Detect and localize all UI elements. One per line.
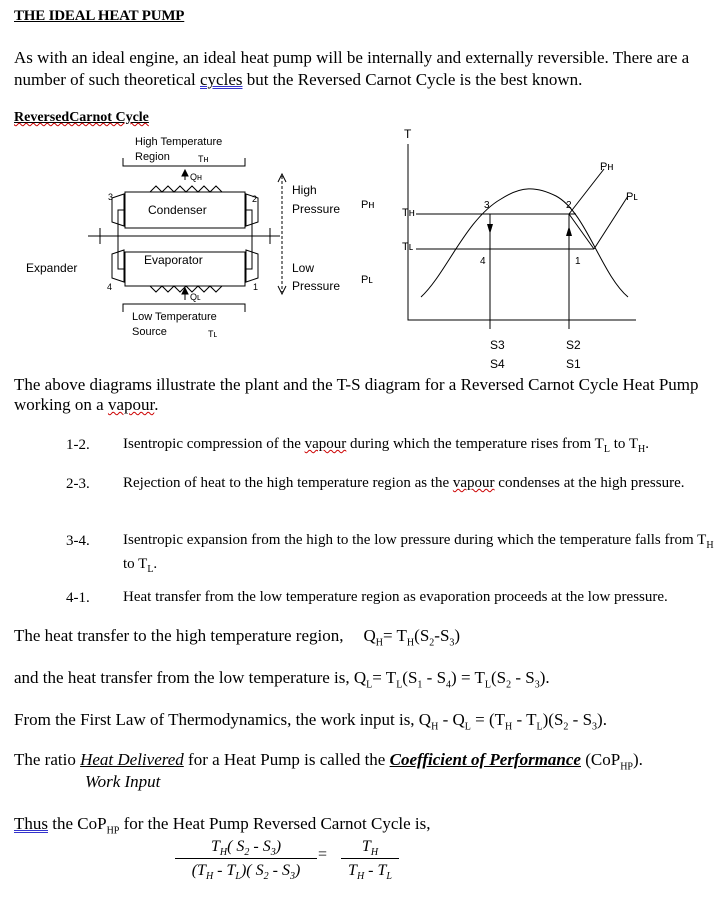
eq3-sub-a: H [431, 721, 439, 733]
ts-tl-label: Tʟ [402, 241, 414, 253]
step-4-text: Heat transfer from the low temperature region as evaporation proceeds at the low pressure. [123, 589, 668, 605]
cop-numerator-1 [175, 838, 317, 859]
expander-label: Expander [26, 261, 78, 275]
cop-denominator-2 [341, 862, 399, 882]
eq1-text: The heat transfer to the high temperature region, [14, 626, 344, 645]
step-text [123, 531, 718, 579]
step-1-text-a: Isentropic compression of the [123, 436, 305, 452]
caption-end: . [154, 395, 159, 414]
high-pressure-label: Pressure [292, 202, 341, 216]
high-label: High [292, 183, 317, 197]
step-2-text-a: Rejection of heat to the high temperature region as the [123, 475, 453, 491]
final-sub: HP [106, 825, 120, 837]
ql-label: Qʟ [190, 292, 201, 302]
d1-sub: H [205, 871, 214, 883]
thus-word: Thus [14, 814, 48, 833]
point-4-label: 4 [107, 282, 113, 292]
ratio-sub: HP [620, 761, 633, 773]
qh-label: Qʜ [190, 172, 202, 182]
step-2-vapour: vapour [452, 475, 495, 491]
work-input-term: Work Input [85, 772, 161, 791]
ts-point-1: 1 [575, 256, 581, 267]
ts-point-3: 3 [484, 200, 490, 211]
s3-arrow [487, 224, 493, 234]
eq1-b: = T [383, 626, 407, 645]
s2-arrow [566, 226, 572, 236]
low-temperature-label: Low Temperature [132, 311, 217, 323]
compression-line [569, 214, 594, 249]
eq1-c: (S [414, 626, 430, 645]
eq2-sub-a: L [366, 679, 373, 691]
d1-b: - T [213, 862, 236, 879]
eq1-sub-b: H [406, 637, 415, 649]
cycles-word: cycles [200, 70, 243, 89]
heat-low-equation [14, 668, 550, 695]
eq3-d: - T [512, 710, 537, 729]
page-title: THE IDEAL HEAT PUMP [14, 8, 185, 24]
ratio-a: The ratio [14, 750, 81, 769]
step-number: 4-1. [66, 590, 90, 606]
subheading-text: ReversedCarnot Cycle [14, 110, 149, 125]
d2-sub2: L [386, 871, 392, 883]
condenser-coil [150, 186, 222, 192]
step-1-mid: to T [609, 436, 639, 452]
ratio-d: ). [633, 750, 643, 769]
eq3-e: )(S [542, 710, 564, 729]
n2: T [361, 838, 371, 855]
d1-sub4: 3 [289, 871, 295, 883]
eq2-f: (S [490, 668, 507, 687]
n1-sub2: 2 [244, 847, 250, 859]
eq3-f: - S [568, 710, 593, 729]
eq2-text: and the heat transfer from the low temperature is, Q [14, 668, 367, 687]
eq1-d: -S [434, 626, 450, 645]
ts-point-4: 4 [480, 256, 486, 267]
d1-e: ) [294, 862, 301, 879]
eq1-q: Q [363, 626, 376, 645]
eq2-d: - S [422, 668, 447, 687]
step-3-text-a: Isentropic expansion from the high to the low pressure during which the temperature falls from T [123, 532, 707, 548]
high-temperature-label: High Temperature [135, 136, 223, 148]
n1-a: T [210, 838, 220, 855]
ts-pl-label: Pʟ [626, 191, 638, 203]
t-axis-label: T [404, 127, 412, 141]
intro-text: As with an ideal engine, an ideal heat pump will be internally and externally reversible. There are a number of such theoretical [14, 48, 690, 89]
qh-arrowhead [182, 170, 188, 176]
eq1-e: ) [454, 626, 461, 645]
tl-label: Tʟ [208, 329, 218, 339]
cop-term: Coefficient of Performance [389, 750, 581, 769]
step-number: 2-3. [66, 476, 90, 492]
step-3-sub-1: H [706, 540, 714, 551]
step-text [123, 435, 718, 459]
d2-sub: H [356, 871, 365, 883]
ph-line [569, 169, 604, 214]
final-text-b: for the Heat Pump Reversed Carnot Cycle is, [119, 814, 431, 833]
ts-diagram [396, 124, 646, 374]
step-1-vapour: vapour [304, 436, 347, 452]
cop-denominator-1 [175, 862, 317, 882]
eq3-sub-e: 2 [563, 721, 569, 733]
step-2-text-b: condenses at the high pressure. [494, 475, 685, 491]
ratio-c: (CoP [580, 750, 621, 769]
final-text-a: the CoP [48, 814, 107, 833]
eq3-sub-f: 3 [592, 721, 598, 733]
d1-a: (T [191, 862, 206, 879]
step-1-end: . [645, 436, 650, 452]
step-1-sub-2: H [638, 444, 646, 455]
eq2-sub-b: L [396, 679, 403, 691]
condenser-label: Condenser [148, 203, 207, 217]
caption-vapour-word: vapour [107, 395, 155, 414]
point-3-label: 3 [108, 192, 114, 202]
ratio-b: for a Heat Pump is called the [183, 750, 390, 769]
step-3-mid: to T [123, 556, 148, 572]
eq1-sub-a: H [375, 637, 383, 649]
step-3-end: . [153, 556, 158, 572]
d1-sub3: 2 [263, 871, 269, 883]
d2-b: - T [364, 862, 387, 879]
eq2-sub-g: 3 [534, 679, 540, 691]
step-1-text-b: during which the temperature rises from T [346, 436, 604, 452]
eq2-sub-e: L [484, 679, 491, 691]
low-label: Low [292, 261, 315, 275]
eq3-g: ). [597, 710, 607, 729]
region-label: Region [135, 151, 170, 163]
d1-d: - S [268, 862, 290, 879]
source-label: Source [132, 326, 167, 338]
cop-numerator-2 [341, 838, 399, 859]
diagram-caption [14, 375, 714, 415]
eq2-b: = T [372, 668, 397, 687]
point-2-label: 2 [252, 194, 258, 204]
work-input-equation [14, 710, 607, 737]
eq2-sub-d: 4 [446, 679, 452, 691]
eq2-h: ). [539, 668, 550, 687]
eq3-sub-b: L [464, 721, 471, 733]
d1-c: )( S [240, 862, 264, 879]
ts-point-2: 2 [566, 200, 572, 211]
eq1-sub-d: 3 [449, 637, 455, 649]
s3-label: S3 [490, 338, 505, 352]
intro-text-end: but the Reversed Carnot Cycle is the best known. [242, 70, 583, 89]
equals-sign: = [318, 846, 328, 863]
eq2-c: (S [402, 668, 418, 687]
eq3-text: From the First Law of Thermodynamics, the work input is, Q [14, 710, 432, 729]
d1-sub2: L [235, 871, 241, 883]
eq1-sub-c: 2 [429, 637, 435, 649]
eq2-g: - S [511, 668, 535, 687]
heat-high-equation [14, 626, 460, 653]
step-number: 1-2. [66, 437, 90, 453]
low-pressure-label: Pressure [292, 279, 341, 293]
eq3-sub-d: L [536, 721, 543, 733]
th-label: Tʜ [198, 154, 209, 164]
pl-line [594, 196, 628, 249]
intro-paragraph [14, 47, 720, 91]
s4-label: S4 [490, 357, 505, 371]
step-1-sub-1: L [603, 444, 610, 455]
n1-c: - S [249, 838, 271, 855]
plant-diagram [0, 124, 390, 350]
eq3-b: - Q [438, 710, 465, 729]
s1-label: S1 [566, 357, 581, 371]
s2-label: S2 [566, 338, 581, 352]
ph-label: Pʜ [361, 199, 375, 211]
eq2-sub-f: 2 [506, 679, 512, 691]
evaporator-label: Evaporator [144, 253, 203, 267]
step-3-sub-2: L [147, 564, 154, 575]
eq3-sub-c: H [505, 721, 513, 733]
n1-sub3: 3 [270, 847, 276, 859]
d2-a: T [348, 862, 357, 879]
ts-ph-label: Pʜ [600, 161, 614, 173]
pl-label: Pʟ [361, 274, 373, 286]
caption-text: The above diagrams illustrate the plant and the T-S diagram for a Reversed Carnot Cycle Heat Pump working on a [14, 375, 699, 414]
eq3-c: = (T [470, 710, 506, 729]
n2-sub: H [370, 847, 379, 859]
eq2-e: ) = T [451, 668, 485, 687]
n1-b: ( S [227, 838, 245, 855]
step-number: 3-4. [66, 533, 90, 549]
step-text [123, 588, 718, 607]
step-text [123, 474, 718, 493]
eq2-sub-c: 1 [417, 679, 423, 691]
point-1-label: 1 [253, 282, 259, 292]
n1-sub: H [219, 847, 228, 859]
n1-d: ) [275, 838, 282, 855]
saturation-dome [421, 189, 628, 297]
ts-th-label: Tʜ [402, 207, 415, 219]
heat-delivered-term: Heat Delivered [80, 750, 184, 769]
